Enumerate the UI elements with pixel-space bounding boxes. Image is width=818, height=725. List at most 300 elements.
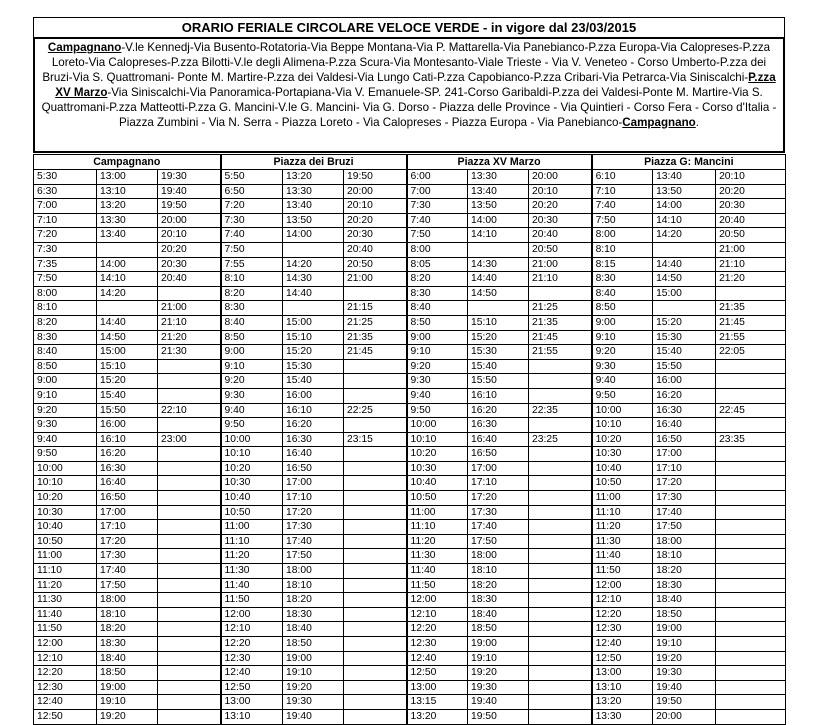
time-cell: 16:40 (653, 418, 716, 433)
time-cell: 9:30 (407, 374, 468, 389)
time-cell: 11:00 (592, 491, 653, 506)
time-cell: 20:30 (158, 257, 221, 272)
time-cell: 9:10 (34, 388, 97, 403)
time-cell: 12:40 (221, 666, 283, 681)
time-cell: 14:00 (97, 257, 158, 272)
time-cell: 8:00 (34, 286, 97, 301)
time-cell: 5:30 (34, 170, 97, 185)
time-cell: 11:00 (407, 505, 468, 520)
time-cell: 20:00 (653, 709, 716, 724)
time-cell: 17:40 (97, 564, 158, 579)
time-cell: 13:20 (407, 709, 468, 724)
time-cell: 19:20 (468, 666, 529, 681)
time-cell: 10:50 (407, 491, 468, 506)
time-cell: 17:10 (653, 461, 716, 476)
stop-header-piazza-xv-marzo: Piazza XV Marzo (407, 155, 592, 170)
time-cell: 21:45 (529, 330, 592, 345)
time-cell: 13:40 (97, 228, 158, 243)
table-row (34, 403, 786, 418)
time-cell: 14:20 (653, 228, 716, 243)
time-cell: 12:10 (592, 593, 653, 608)
time-cell: 10:50 (221, 505, 283, 520)
table-row (34, 330, 786, 345)
time-cell: 8:20 (221, 286, 283, 301)
time-cell: 20:00 (158, 213, 221, 228)
time-cell (158, 564, 221, 579)
time-cell: 7:40 (221, 228, 283, 243)
time-cell: 20:00 (529, 170, 592, 185)
time-cell: 11:30 (221, 564, 283, 579)
time-cell: 19:40 (158, 184, 221, 199)
time-cell: 7:50 (34, 272, 97, 287)
time-cell (716, 666, 786, 681)
time-cell: 7:10 (592, 184, 653, 199)
time-cell: 16:40 (283, 447, 344, 462)
time-cell: 21:35 (529, 315, 592, 330)
time-cell: 21:55 (529, 345, 592, 360)
time-cell: 12:20 (221, 637, 283, 652)
route-end-stop: Campagnano (622, 115, 696, 129)
time-cell: 19:30 (653, 666, 716, 681)
time-cell: 10:30 (592, 447, 653, 462)
time-cell: 16:30 (97, 461, 158, 476)
time-cell: 9:10 (407, 345, 468, 360)
time-cell: 18:20 (468, 578, 529, 593)
time-cell: 18:30 (653, 578, 716, 593)
time-cell: 16:50 (283, 461, 344, 476)
time-cell (158, 666, 221, 681)
time-cell: 15:40 (97, 388, 158, 403)
time-cell: 18:00 (283, 564, 344, 579)
time-cell: 23:15 (344, 432, 407, 447)
time-cell: 13:30 (283, 184, 344, 199)
time-cell: 19:10 (468, 651, 529, 666)
time-cell: 14:30 (468, 257, 529, 272)
time-cell: 13:30 (592, 709, 653, 724)
time-cell: 23:35 (716, 432, 786, 447)
time-cell: 9:20 (407, 359, 468, 374)
time-cell: 20:40 (344, 242, 407, 257)
time-cell: 18:40 (653, 593, 716, 608)
stop-header-row (34, 155, 786, 170)
table-row (34, 199, 786, 214)
time-cell: 14:10 (97, 272, 158, 287)
time-cell: 18:30 (468, 593, 529, 608)
time-cell (716, 491, 786, 506)
time-cell: 15:00 (653, 286, 716, 301)
time-cell (529, 637, 592, 652)
time-cell: 6:00 (407, 170, 468, 185)
time-cell: 10:20 (221, 461, 283, 476)
time-cell: 9:00 (34, 374, 97, 389)
time-cell (344, 637, 407, 652)
time-cell (716, 549, 786, 564)
time-cell: 20:20 (344, 213, 407, 228)
time-cell: 11:10 (221, 534, 283, 549)
time-cell (158, 549, 221, 564)
time-cell: 7:20 (34, 228, 97, 243)
time-cell: 19:00 (283, 651, 344, 666)
time-cell: 13:40 (468, 184, 529, 199)
time-cell: 18:30 (97, 637, 158, 652)
time-cell (344, 549, 407, 564)
time-cell: 10:30 (34, 505, 97, 520)
time-cell (716, 447, 786, 462)
time-cell: 9:00 (221, 345, 283, 360)
time-cell: 19:00 (97, 680, 158, 695)
time-cell (158, 695, 221, 710)
time-cell (529, 622, 592, 637)
time-cell (158, 622, 221, 637)
time-cell: 20:50 (716, 228, 786, 243)
time-cell: 18:10 (97, 607, 158, 622)
time-cell (529, 374, 592, 389)
time-cell: 9:20 (221, 374, 283, 389)
time-cell: 13:00 (221, 695, 283, 710)
time-cell: 16:50 (97, 491, 158, 506)
time-cell (716, 578, 786, 593)
time-cell: 11:40 (34, 607, 97, 622)
time-cell: 9:40 (221, 403, 283, 418)
time-cell (344, 607, 407, 622)
time-cell: 10:10 (34, 476, 97, 491)
time-cell: 21:25 (529, 301, 592, 316)
time-cell: 21:00 (158, 301, 221, 316)
schedule-table (33, 154, 786, 725)
time-cell: 8:10 (592, 242, 653, 257)
time-cell: 10:20 (592, 432, 653, 447)
time-cell: 7:50 (592, 213, 653, 228)
time-cell: 13:50 (653, 184, 716, 199)
time-cell: 9:00 (592, 315, 653, 330)
time-cell: 20:10 (716, 170, 786, 185)
table-row (34, 170, 786, 185)
time-cell (283, 301, 344, 316)
timetable-sheet (33, 17, 785, 725)
time-cell (344, 695, 407, 710)
time-cell: 21:45 (716, 315, 786, 330)
time-cell: 15:20 (468, 330, 529, 345)
time-cell: 17:20 (468, 491, 529, 506)
time-cell (344, 388, 407, 403)
time-cell: 7:40 (592, 199, 653, 214)
route-start-stop: Campagnano (47, 41, 122, 54)
time-cell: 16:30 (468, 418, 529, 433)
stop-header-piazza-g-mancini: Piazza G: Mancini (592, 155, 786, 170)
time-cell: 7:30 (407, 199, 468, 214)
time-cell: 12:30 (221, 651, 283, 666)
time-cell (344, 520, 407, 535)
time-cell: 13:10 (97, 184, 158, 199)
time-cell: 13:10 (221, 709, 283, 724)
time-cell: 14:40 (283, 286, 344, 301)
time-cell (158, 534, 221, 549)
time-cell: 17:50 (97, 578, 158, 593)
time-cell: 10:20 (407, 447, 468, 462)
time-cell: 18:50 (653, 607, 716, 622)
time-cell (529, 359, 592, 374)
time-cell: 8:40 (592, 286, 653, 301)
time-cell (344, 461, 407, 476)
time-cell: 5:50 (221, 170, 283, 185)
time-cell (529, 564, 592, 579)
time-cell: 20:40 (529, 228, 592, 243)
time-cell: 14:20 (283, 257, 344, 272)
time-cell: 18:20 (97, 622, 158, 637)
time-cell: 18:10 (653, 549, 716, 564)
time-cell (158, 374, 221, 389)
time-cell: 17:10 (468, 476, 529, 491)
time-cell: 12:20 (34, 666, 97, 681)
time-cell: 10:50 (592, 476, 653, 491)
time-cell (716, 388, 786, 403)
time-cell: 10:40 (221, 491, 283, 506)
time-cell: 11:10 (34, 564, 97, 579)
time-cell: 19:40 (283, 709, 344, 724)
table-row (34, 345, 786, 360)
time-cell (344, 593, 407, 608)
time-cell (344, 564, 407, 579)
time-cell: 12:20 (407, 622, 468, 637)
time-cell: 9:20 (34, 403, 97, 418)
time-cell: 11:50 (592, 564, 653, 579)
time-cell: 21:20 (716, 272, 786, 287)
time-cell: 18:10 (468, 564, 529, 579)
time-cell: 12:40 (592, 637, 653, 652)
time-cell: 22:35 (529, 403, 592, 418)
time-cell: 21:25 (344, 315, 407, 330)
time-cell: 21:10 (529, 272, 592, 287)
time-cell: 15:00 (97, 345, 158, 360)
time-cell: 15:20 (653, 315, 716, 330)
time-cell: 7:10 (34, 213, 97, 228)
time-cell: 13:20 (283, 170, 344, 185)
route-mid-stop: P.zza XV Marzo (55, 70, 776, 99)
time-cell (158, 359, 221, 374)
time-cell (158, 593, 221, 608)
time-cell: 16:20 (468, 403, 529, 418)
time-cell (529, 578, 592, 593)
time-cell: 16:10 (97, 432, 158, 447)
time-cell: 15:50 (97, 403, 158, 418)
time-cell: 15:30 (468, 345, 529, 360)
time-cell: 16:00 (653, 374, 716, 389)
time-cell: 20:40 (716, 213, 786, 228)
time-cell: 18:50 (283, 637, 344, 652)
time-cell: 15:30 (283, 359, 344, 374)
time-cell: 10:10 (592, 418, 653, 433)
time-cell: 7:55 (221, 257, 283, 272)
time-cell (97, 242, 158, 257)
time-cell: 9:30 (221, 388, 283, 403)
time-cell: 22:05 (716, 345, 786, 360)
time-cell: 11:30 (592, 534, 653, 549)
time-cell: 19:20 (653, 651, 716, 666)
time-cell (716, 593, 786, 608)
time-cell: 16:00 (97, 418, 158, 433)
time-cell: 7:30 (34, 242, 97, 257)
time-cell: 18:40 (468, 607, 529, 622)
time-cell: 15:40 (283, 374, 344, 389)
time-cell: 19:10 (653, 637, 716, 652)
time-cell (529, 593, 592, 608)
time-cell: 18:20 (283, 593, 344, 608)
time-cell: 9:50 (221, 418, 283, 433)
time-cell (716, 651, 786, 666)
time-cell: 22:10 (158, 403, 221, 418)
time-cell: 12:00 (592, 578, 653, 593)
time-cell: 12:00 (221, 607, 283, 622)
time-cell: 21:10 (716, 257, 786, 272)
time-cell (529, 680, 592, 695)
time-cell: 10:10 (407, 432, 468, 447)
time-cell: 21:35 (716, 301, 786, 316)
time-cell (344, 578, 407, 593)
time-cell: 7:50 (407, 228, 468, 243)
time-cell: 9:40 (407, 388, 468, 403)
time-cell (529, 461, 592, 476)
time-cell: 17:50 (468, 534, 529, 549)
time-cell: 10:40 (407, 476, 468, 491)
time-cell (716, 286, 786, 301)
time-cell: 12:50 (407, 666, 468, 681)
time-cell (529, 447, 592, 462)
time-cell: 15:10 (97, 359, 158, 374)
time-cell: 12:00 (407, 593, 468, 608)
table-row (34, 695, 786, 710)
time-cell (158, 286, 221, 301)
time-cell: 14:50 (653, 272, 716, 287)
time-cell: 17:00 (468, 461, 529, 476)
time-cell: 11:50 (34, 622, 97, 637)
time-cell: 9:30 (34, 418, 97, 433)
table-row (34, 476, 786, 491)
time-cell (716, 637, 786, 652)
time-cell: 20:30 (716, 199, 786, 214)
time-cell: 9:40 (592, 374, 653, 389)
time-cell (158, 505, 221, 520)
time-cell: 12:30 (407, 637, 468, 652)
time-cell (529, 491, 592, 506)
time-cell (716, 680, 786, 695)
time-cell (344, 374, 407, 389)
time-cell: 11:20 (592, 520, 653, 535)
time-cell: 17:20 (283, 505, 344, 520)
time-cell: 18:50 (468, 622, 529, 637)
table-row (34, 607, 786, 622)
time-cell: 19:40 (468, 695, 529, 710)
time-cell: 17:40 (653, 505, 716, 520)
time-cell: 14:40 (468, 272, 529, 287)
time-cell: 20:10 (529, 184, 592, 199)
time-cell: 10:00 (592, 403, 653, 418)
time-cell: 18:10 (283, 578, 344, 593)
time-cell: 16:20 (653, 388, 716, 403)
time-cell: 20:20 (716, 184, 786, 199)
time-cell: 19:30 (283, 695, 344, 710)
time-cell (529, 476, 592, 491)
time-cell (344, 666, 407, 681)
time-cell: 21:30 (158, 345, 221, 360)
time-cell (344, 680, 407, 695)
time-cell: 8:30 (34, 330, 97, 345)
time-cell: 8:50 (34, 359, 97, 374)
table-row (34, 622, 786, 637)
time-cell: 15:20 (283, 345, 344, 360)
time-cell: 17:30 (653, 491, 716, 506)
time-cell: 20:50 (529, 242, 592, 257)
time-cell: 17:40 (283, 534, 344, 549)
time-cell: 19:10 (97, 695, 158, 710)
time-cell: 19:00 (468, 637, 529, 652)
table-row (34, 505, 786, 520)
table-row (34, 228, 786, 243)
time-cell: 10:30 (407, 461, 468, 476)
table-row (34, 359, 786, 374)
time-cell: 16:20 (97, 447, 158, 462)
time-cell: 19:50 (653, 695, 716, 710)
table-row (34, 184, 786, 199)
table-row (34, 242, 786, 257)
time-cell: 9:50 (34, 447, 97, 462)
time-cell: 8:20 (407, 272, 468, 287)
time-cell: 17:30 (97, 549, 158, 564)
time-cell (344, 651, 407, 666)
time-cell: 8:50 (592, 301, 653, 316)
time-cell: 19:50 (158, 199, 221, 214)
time-cell: 11:40 (407, 564, 468, 579)
time-cell: 12:10 (34, 651, 97, 666)
time-cell (716, 359, 786, 374)
table-row (34, 520, 786, 535)
time-cell: 13:20 (592, 695, 653, 710)
table-row (34, 666, 786, 681)
time-cell (529, 651, 592, 666)
time-cell (344, 491, 407, 506)
table-row (34, 593, 786, 608)
time-cell: 17:00 (283, 476, 344, 491)
time-cell: 10:20 (34, 491, 97, 506)
time-cell: 10:00 (221, 432, 283, 447)
time-cell (529, 505, 592, 520)
time-cell (529, 388, 592, 403)
time-cell: 8:40 (221, 315, 283, 330)
route-segment-2: -Via Siniscalchi-Via Panoramica-Portapiana-Via V. Emanuele-SP. 241-Corso Garibaldi-P.zza dei Valdesi-Ponte M. Martire-Via S. Quattromani-P.zza Matteotti-P.zza G. Mancini-V.le G. Mancini- Via G. Dorso - Piazza delle Province - Via Quintieri - Corso Fera - Corso d'Italia - Piazza Zumbini - Via N. Serra - Piazza Loreto - Via Calopreses - Piazza Europa - Via Panebianco- (41, 85, 777, 129)
time-cell: 13:40 (283, 199, 344, 214)
time-cell: 20:00 (344, 184, 407, 199)
time-cell: 17:00 (653, 447, 716, 462)
table-row (34, 651, 786, 666)
time-cell: 19:50 (344, 170, 407, 185)
time-cell: 11:10 (592, 505, 653, 520)
time-cell: 14:10 (653, 213, 716, 228)
table-row (34, 374, 786, 389)
time-cell: 20:30 (529, 213, 592, 228)
time-cell (716, 476, 786, 491)
time-cell: 13:15 (407, 695, 468, 710)
time-cell: 18:00 (653, 534, 716, 549)
route-description (33, 37, 785, 153)
time-cell: 12:40 (407, 651, 468, 666)
time-cell (158, 680, 221, 695)
time-cell: 15:10 (283, 330, 344, 345)
time-cell (158, 461, 221, 476)
time-cell (529, 286, 592, 301)
time-cell: 11:50 (407, 578, 468, 593)
time-cell: 10:40 (34, 520, 97, 535)
time-cell: 17:50 (653, 520, 716, 535)
time-cell: 7:40 (407, 213, 468, 228)
